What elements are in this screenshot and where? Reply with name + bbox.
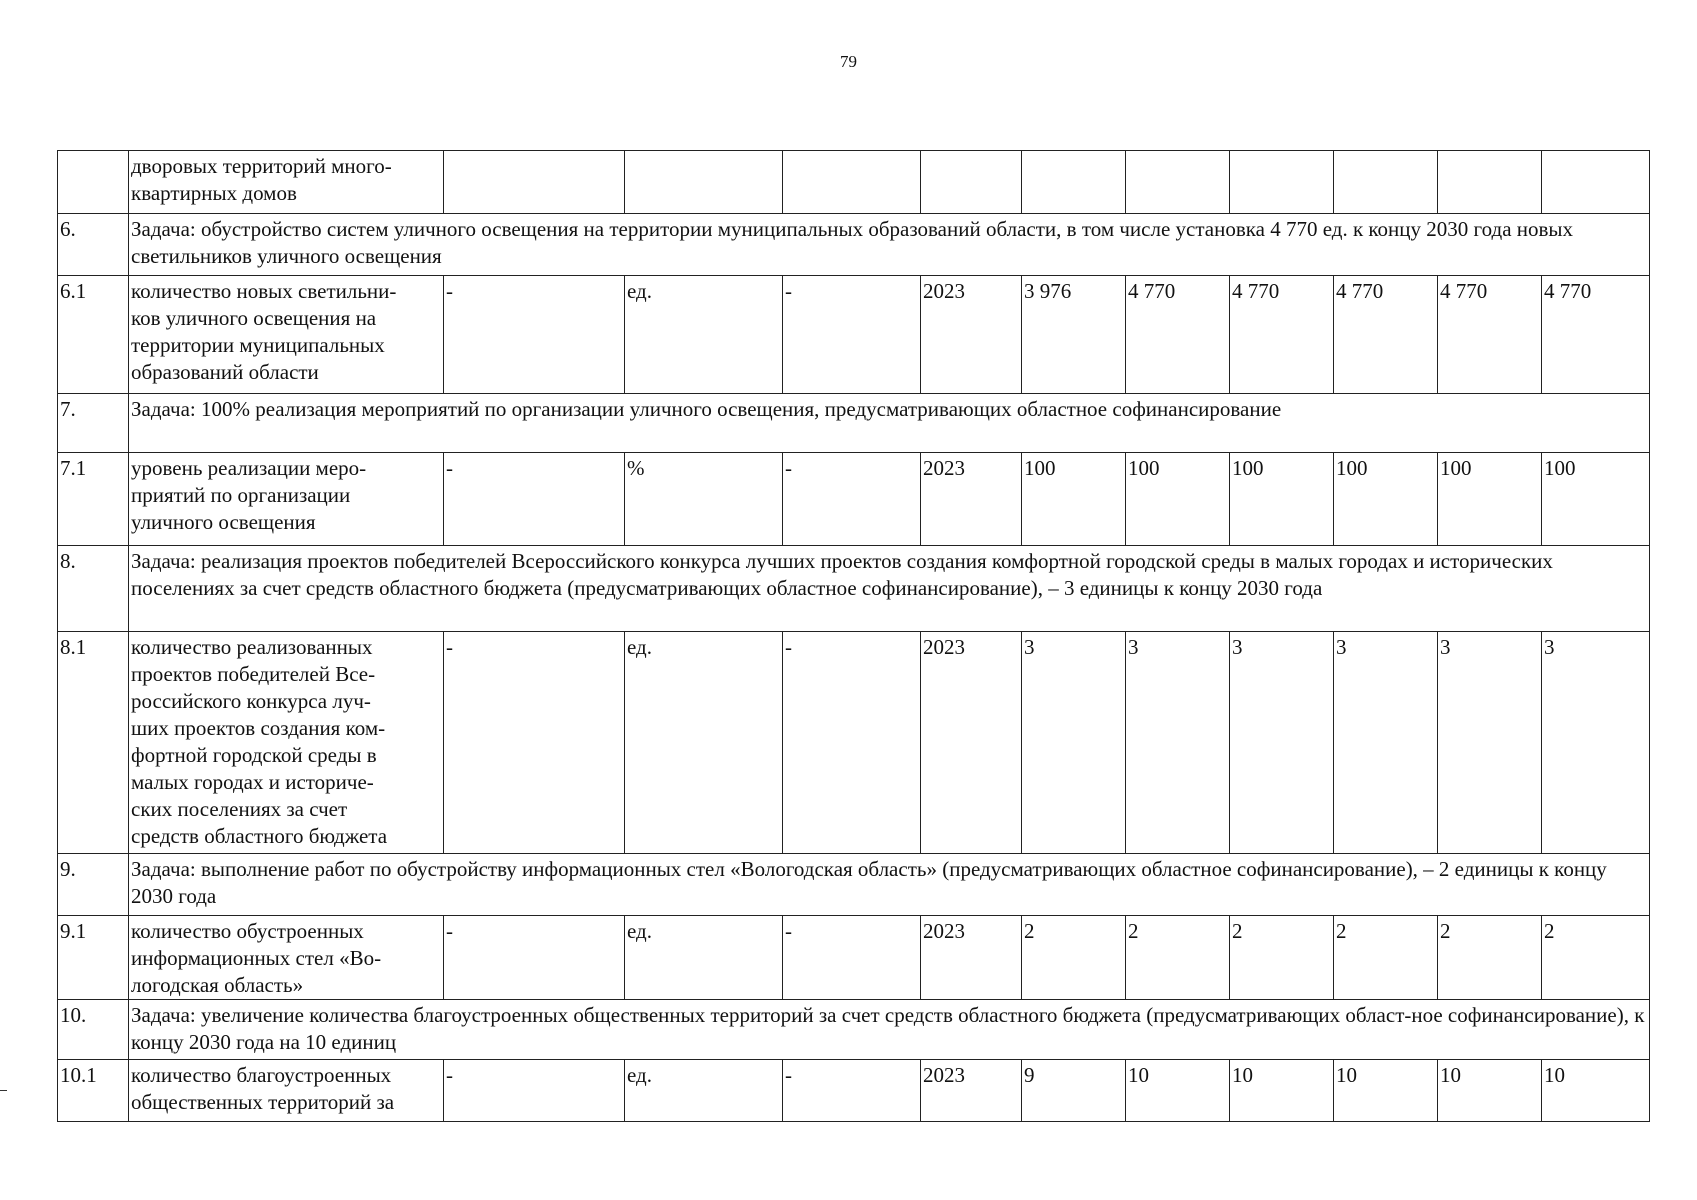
indicator-value: 10 xyxy=(1542,1060,1650,1122)
indicator-col3: - xyxy=(444,276,625,394)
indicator-value: 2 xyxy=(1126,916,1230,1000)
indicator-value: 100 xyxy=(1022,453,1126,546)
indicator-name: количество реализованных проектов победителей Все- российского конкурса луч- ших проектов создания ком- фортной городской среды в малых городах и историче- ских поселениях за счет средств областного бюджета xyxy=(129,632,444,854)
task-number: 6. xyxy=(58,214,129,276)
indicator-number: 6.1 xyxy=(58,276,129,394)
indicator-value: 2 xyxy=(1022,916,1126,1000)
cell-empty xyxy=(1438,151,1542,214)
indicator-base-year: 2023 xyxy=(921,632,1022,854)
indicator-number: 8.1 xyxy=(58,632,129,854)
indicator-value: 4 770 xyxy=(1230,276,1334,394)
indicator-value: 100 xyxy=(1230,453,1334,546)
indicator-unit: ед. xyxy=(625,632,783,854)
indicator-name: количество благоустроенных общественных территорий за xyxy=(129,1060,444,1122)
indicator-col5: - xyxy=(783,916,921,1000)
cell-empty xyxy=(1334,151,1438,214)
margin-mark xyxy=(0,1090,7,1091)
indicator-number: 7.1 xyxy=(58,453,129,546)
cell-empty xyxy=(1542,151,1650,214)
indicator-unit: ед. xyxy=(625,276,783,394)
task-row xyxy=(58,854,1650,916)
indicator-value: 4 770 xyxy=(1334,276,1438,394)
cell-empty xyxy=(1230,151,1334,214)
cell-empty xyxy=(625,151,783,214)
indicator-unit: % xyxy=(625,453,783,546)
indicator-name: уровень реализации меро- приятий по организации уличного освещения xyxy=(129,453,444,546)
task-number: 9. xyxy=(58,854,129,916)
indicator-col3: - xyxy=(444,453,625,546)
indicator-value: 100 xyxy=(1542,453,1650,546)
page-number: 79 xyxy=(840,52,857,71)
indicator-value: 3 xyxy=(1334,632,1438,854)
indicator-number: 9.1 xyxy=(58,916,129,1000)
indicator-base-year: 2023 xyxy=(921,276,1022,394)
cell-empty xyxy=(1126,151,1230,214)
indicator-value: 100 xyxy=(1334,453,1438,546)
indicator-value: 4 770 xyxy=(1438,276,1542,394)
indicator-value: 3 xyxy=(1230,632,1334,854)
indicator-value: 2 xyxy=(1542,916,1650,1000)
task-row xyxy=(58,546,1650,632)
indicators-table xyxy=(57,150,1650,1122)
task-row xyxy=(58,214,1650,276)
indicator-value: 2 xyxy=(1230,916,1334,1000)
indicator-value: 10 xyxy=(1438,1060,1542,1122)
continuation-row xyxy=(58,151,1650,214)
task-number: 8. xyxy=(58,546,129,632)
task-row xyxy=(58,394,1650,453)
indicator-col3: - xyxy=(444,916,625,1000)
indicator-name: дворовых территорий много- квартирных домов xyxy=(129,151,444,214)
indicator-value: 3 xyxy=(1022,632,1126,854)
indicator-base-year: 2023 xyxy=(921,916,1022,1000)
indicator-unit: ед. xyxy=(625,1060,783,1122)
indicator-value: 4 770 xyxy=(1542,276,1650,394)
indicator-base-year: 2023 xyxy=(921,1060,1022,1122)
indicator-col5: - xyxy=(783,453,921,546)
indicator-value: 10 xyxy=(1230,1060,1334,1122)
indicator-number: 10.1 xyxy=(58,1060,129,1122)
task-number: 7. xyxy=(58,394,129,453)
task-text: Задача: увеличение количества благоустроенных общественных территорий за счет средств областного бюджета (предусматривающих област-ное софинансирование), к концу 2030 года на 10 единиц xyxy=(129,1000,1650,1060)
indicator-col3: - xyxy=(444,1060,625,1122)
task-text: Задача: реализация проектов победителей Всероссийского конкурса лучших проектов создания комфортной городской среды в малых городах и исторических поселениях за счет средств областного бюджета (предусматривающих областное софинансирование), – 3 единицы к концу 2030 года xyxy=(129,546,1650,632)
indicator-value: 4 770 xyxy=(1126,276,1230,394)
task-text: Задача: 100% реализация мероприятий по организации уличного освещения, предусматривающих областное софинансирование xyxy=(129,394,1650,453)
indicator-col5: - xyxy=(783,632,921,854)
indicator-row xyxy=(58,632,1650,854)
task-row xyxy=(58,1000,1650,1060)
indicator-value: 100 xyxy=(1126,453,1230,546)
task-number: 10. xyxy=(58,1000,129,1060)
indicator-col5: - xyxy=(783,276,921,394)
task-text: Задача: обустройство систем уличного освещения на территории муниципальных образований области, в том числе установка 4 770 ед. к концу 2030 года новых светильников уличного освещения xyxy=(129,214,1650,276)
cell-empty xyxy=(921,151,1022,214)
indicator-base-year: 2023 xyxy=(921,453,1022,546)
cell-empty xyxy=(1022,151,1126,214)
indicator-value: 3 xyxy=(1542,632,1650,854)
indicator-value: 2 xyxy=(1334,916,1438,1000)
indicator-value: 10 xyxy=(1334,1060,1438,1122)
indicator-col3: - xyxy=(444,632,625,854)
cell-empty xyxy=(444,151,625,214)
indicator-name: количество новых светильни- ков уличного освещения на территории муниципальных образований области xyxy=(129,276,444,394)
indicator-col5: - xyxy=(783,1060,921,1122)
cell-number xyxy=(58,151,129,214)
indicator-row xyxy=(58,1060,1650,1122)
indicator-row xyxy=(58,916,1650,1000)
table-body xyxy=(58,151,1650,1122)
indicator-name: количество обустроенных информационных стел «Во- логодская область» xyxy=(129,916,444,1000)
task-text: Задача: выполнение работ по обустройству информационных стел «Вологодская область» (предусматривающих областное софинансирование), – 2 единицы к концу 2030 года xyxy=(129,854,1650,916)
cell-empty xyxy=(783,151,921,214)
indicator-value: 100 xyxy=(1438,453,1542,546)
indicator-value: 2 xyxy=(1438,916,1542,1000)
indicator-value: 9 xyxy=(1022,1060,1126,1122)
indicator-value: 3 976 xyxy=(1022,276,1126,394)
indicator-row xyxy=(58,276,1650,394)
indicator-value: 10 xyxy=(1126,1060,1230,1122)
indicator-value: 3 xyxy=(1126,632,1230,854)
indicator-unit: ед. xyxy=(625,916,783,1000)
indicator-row xyxy=(58,453,1650,546)
indicator-value: 3 xyxy=(1438,632,1542,854)
